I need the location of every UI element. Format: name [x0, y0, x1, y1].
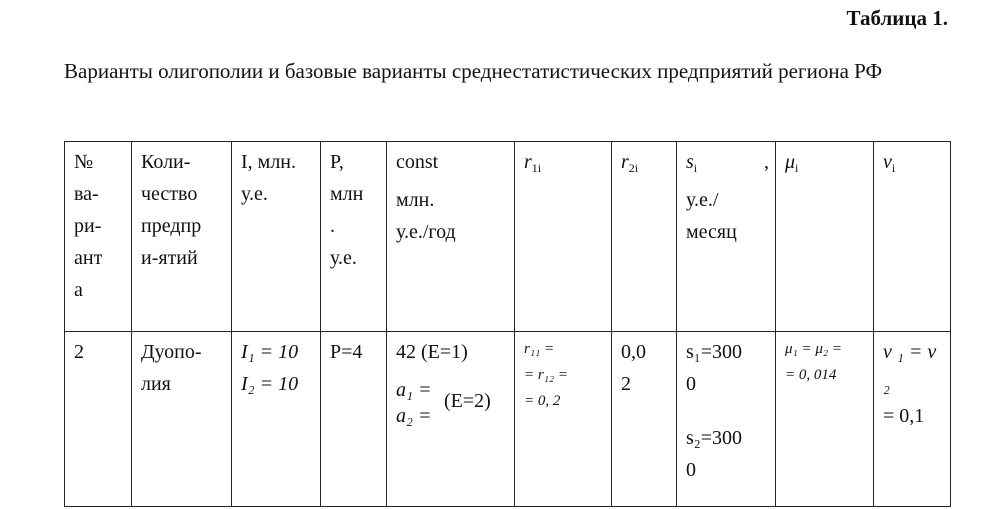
header-const: const млн. у.е./год	[387, 142, 515, 332]
table-caption: Таблица 1.	[846, 6, 948, 30]
cell-price: P=4	[321, 332, 387, 507]
table-row	[65, 332, 951, 507]
header-mu: $\mu_i$	[776, 142, 874, 332]
oligopoly-table	[64, 141, 951, 507]
cell-r2: 0,0 2	[612, 332, 677, 507]
header-enterprise-count: Коли- чество предпр и-ятий	[132, 142, 232, 332]
header-row	[65, 142, 951, 332]
cell-nu: ν ₁ = ν ₂ = 0,1	[874, 332, 951, 507]
header-r1: $r_{1i}$	[515, 142, 612, 332]
cell-s: s₁=300 0 s₂=300 0	[677, 332, 776, 507]
header-nu: $\nu_i$	[874, 142, 951, 332]
header-s: $s_i$ , у.е./ месяц	[677, 142, 776, 332]
header-variant-number: № ва- ри- ант а	[65, 142, 132, 332]
cell-enterprise-count: Дуопо- лия	[132, 332, 232, 507]
header-r2: $r_{2i}$	[612, 142, 677, 332]
header-price: P, млн . у.е.	[321, 142, 387, 332]
cell-mu: μ₁ = μ₂ = = 0, 014	[776, 332, 874, 507]
header-investment: I, млн. у.е.	[232, 142, 321, 332]
cell-const: 42 (E=1) a₁ = a₂ = (E=2)	[387, 332, 515, 507]
document-title: Варианты олигополии и базовые варианты среднестатистических предприятий региона РФ	[64, 59, 883, 83]
cell-r1: r₁₁ = = r₁₂ = = 0, 2	[515, 332, 612, 507]
cell-investment: I₁ = 10 I₂ = 10	[232, 332, 321, 507]
cell-variant-number: 2	[65, 332, 132, 507]
